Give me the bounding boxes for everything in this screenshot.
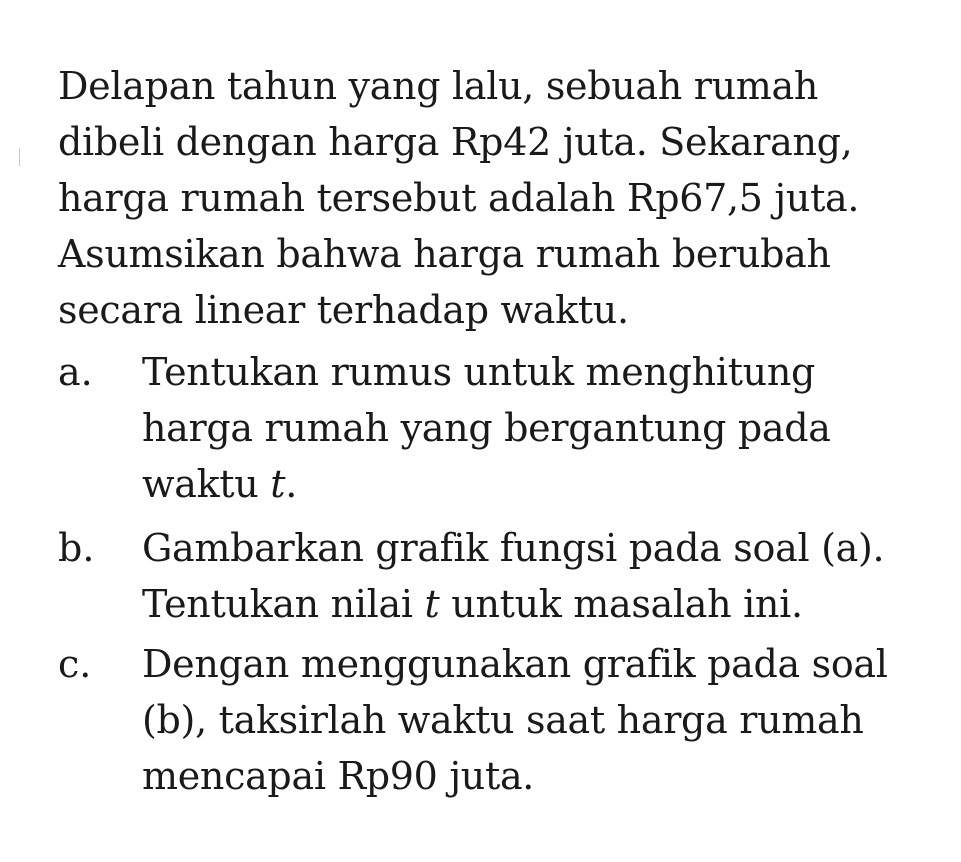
- question-c-line-3: mencapai Rp90 juta.: [142, 754, 535, 798]
- question-b-letter: b.: [58, 526, 95, 570]
- variable-t: t: [270, 462, 286, 506]
- question-c-line-2: (b), taksirlah waktu saat harga rumah: [142, 698, 864, 742]
- question-a-line-3-end: .: [285, 462, 297, 506]
- question-b-line-2-text: Tentukan nilai: [142, 582, 425, 626]
- problem-statement: [58, 58, 918, 338]
- statement-line-1: Delapan tahun yang lalu, sebuah rumah: [58, 64, 819, 108]
- question-b-line-2-end: untuk masalah ini.: [439, 582, 803, 626]
- statement-line-5: secara linear terhadap waktu.: [58, 288, 629, 332]
- question-b-line-2: [142, 576, 918, 632]
- margin-mark: [19, 148, 20, 166]
- question-b-line-1: Gambarkan grafik fungsi pada soal (a).: [142, 526, 885, 570]
- statement-line-2: dibeli dengan harga Rp42 juta. Sekarang,: [58, 120, 853, 164]
- question-a-line-2: harga rumah yang bergantung pada: [142, 406, 831, 450]
- question-a-line-3: [142, 456, 918, 512]
- statement-line-4: Asumsikan bahwa harga rumah berubah: [58, 232, 831, 276]
- question-a-letter: a.: [58, 350, 93, 394]
- variable-t: t: [424, 582, 440, 626]
- question-a-line-1: Tentukan rumus untuk menghitung: [142, 350, 816, 394]
- question-b-body: [142, 520, 918, 632]
- question-a-line-3-text: waktu: [142, 462, 271, 506]
- statement-line-3: harga rumah tersebut adalah Rp67,5 juta.: [58, 176, 860, 220]
- question-c-body: [142, 636, 918, 804]
- question-c-line-1: Dengan menggunakan grafik pada soal: [142, 642, 888, 686]
- question-c-letter: c.: [58, 642, 92, 686]
- question-a-body: [142, 344, 918, 512]
